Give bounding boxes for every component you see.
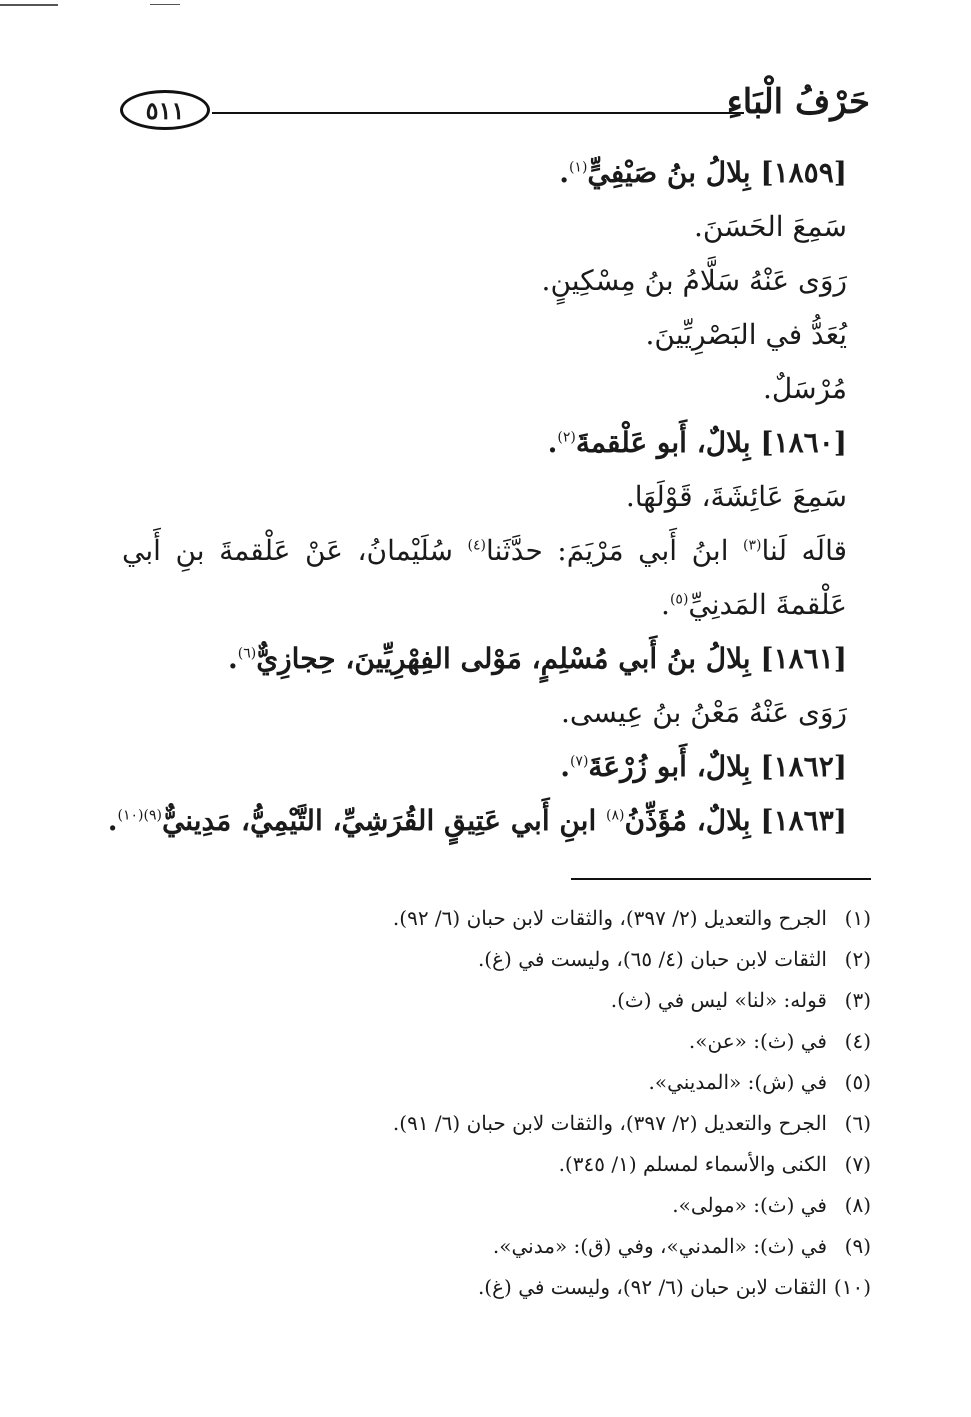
footnote-ref[interactable]: (٩) bbox=[143, 807, 162, 824]
footnote-ref[interactable]: (٤) bbox=[467, 537, 486, 554]
main-text bbox=[107, 146, 847, 848]
isnad-part: سُلَيْمانُ، عَنْ عَلْقمةَ بنِ أَبي عَلْقمةَ المَدنِيِّ bbox=[122, 534, 847, 621]
footnote-item bbox=[311, 1226, 871, 1267]
footnote-number: (٦) bbox=[844, 1111, 871, 1135]
entry-end: . bbox=[559, 156, 569, 189]
footnote-item bbox=[311, 939, 871, 980]
footnote-item bbox=[311, 1062, 871, 1103]
entry-1859 bbox=[122, 146, 847, 200]
page-number: ٥١١ bbox=[145, 95, 185, 125]
entry-end: . bbox=[107, 804, 118, 837]
footnote-number: (٨) bbox=[844, 1193, 871, 1217]
footnote-text: الثقات لابن حبان (٦/ ٩٢)، وليست في (غ). bbox=[477, 1275, 827, 1299]
text-line: رَوَى عَنْهُ سَلَّامُ بنُ مِسْكِينٍ. bbox=[541, 264, 847, 297]
entry-number: [١٨٦١] bbox=[760, 642, 847, 675]
footnote-text: في (ث): «مولى». bbox=[672, 1193, 827, 1217]
footnote-text: في (ش): «المديني». bbox=[648, 1070, 827, 1094]
footnote-text: الجرح والتعديل (٢/ ٣٩٧)، والثقات لابن حبان (٦/ ٩٢). bbox=[392, 906, 827, 930]
footnote-ref[interactable]: (١) bbox=[568, 159, 588, 176]
section-title: حَرْفُ الْبَاءِ bbox=[726, 82, 870, 122]
footnote-text: الجرح والتعديل (٢/ ٣٩٧)، والثقات لابن حبان (٦/ ٩١). bbox=[392, 1111, 827, 1135]
footnote-text: الثقات لابن حبان (٤/ ٦٥)، وليست في (غ). bbox=[477, 947, 827, 971]
entry-number: [١٨٥٩] bbox=[760, 156, 847, 189]
entry-name: ابنِ أَبي عَتِيقٍ القُرَشِيِّ، التَّيْمِيُّ، مَدِينيٌّ bbox=[161, 804, 606, 837]
footnote-item bbox=[311, 1144, 871, 1185]
isnad-part: ابنُ أَبي مَرْيَمَ: حدَّثَنا bbox=[486, 534, 744, 567]
scan-corner-mark-left bbox=[0, 4, 58, 6]
entry-name: بِلالٌ، أَبو عَلْقمةَ bbox=[575, 426, 751, 459]
footnote-number: (٣) bbox=[844, 988, 871, 1012]
entry-1860 bbox=[122, 416, 847, 470]
entry-end: . bbox=[560, 750, 570, 783]
page-number-badge bbox=[120, 90, 210, 130]
header-rule bbox=[212, 112, 744, 114]
isnad-paragraph bbox=[122, 524, 847, 632]
footnote-item bbox=[311, 1021, 871, 1062]
footnote-number: (١) bbox=[844, 906, 871, 930]
footnote-ref[interactable]: (٦) bbox=[237, 645, 257, 662]
footnote-item bbox=[311, 1267, 871, 1308]
footnote-text: الكنى والأسماء لمسلم (١/ ٣٤٥). bbox=[558, 1152, 827, 1176]
footnote-ref[interactable]: (٨) bbox=[606, 807, 625, 824]
entry-number: [١٨٦٠] bbox=[760, 426, 847, 459]
footnote-ref[interactable]: (٧) bbox=[569, 753, 589, 770]
text-line: سَمِعَ الحَسَنَ. bbox=[693, 210, 847, 243]
footnote-ref[interactable]: (٥) bbox=[669, 591, 689, 608]
entry-number: [١٨٦٢] bbox=[760, 750, 847, 783]
entry-1862 bbox=[122, 740, 847, 794]
page-header bbox=[112, 78, 872, 138]
footnote-item bbox=[311, 1185, 871, 1226]
entry-1861 bbox=[122, 632, 847, 686]
footnote-separator bbox=[571, 878, 871, 880]
entry-name: بِلالٌ، مُؤَذِّنُ bbox=[624, 804, 751, 837]
footnote-number: (٢) bbox=[844, 947, 871, 971]
entry-end: . bbox=[547, 426, 558, 459]
footnotes bbox=[311, 898, 871, 1308]
entry-number: [١٨٦٣] bbox=[760, 804, 847, 837]
entry-1863 bbox=[107, 794, 847, 848]
entry-name: بِلالٌ، أَبو زُرْعَةَ bbox=[588, 750, 751, 783]
footnote-number: (١٠) bbox=[833, 1275, 871, 1299]
footnote-item bbox=[311, 1103, 871, 1144]
footnote-ref[interactable]: (٢) bbox=[557, 429, 576, 446]
footnote-number: (٩) bbox=[844, 1234, 871, 1258]
footnote-text: قوله: «لنا» ليس في (ث). bbox=[610, 988, 827, 1012]
footnote-ref[interactable]: (٣) bbox=[743, 537, 762, 554]
footnote-number: (٤) bbox=[844, 1029, 871, 1053]
footnote-item bbox=[311, 980, 871, 1021]
text-line: يُعَدُّ في البَصْرِيِّينَ. bbox=[645, 318, 847, 351]
entry-name: بِلالُ بنُ أَبي مُسْلِمٍ، مَوْلى الفِهْرِيِّينَ، حِجازِيٌّ bbox=[256, 642, 751, 675]
footnote-ref[interactable]: (١٠) bbox=[117, 807, 144, 824]
text-line: رَوَى عَنْهُ مَعْنُ بنُ عِيسى. bbox=[560, 696, 847, 729]
text-line: سَمِعَ عَائِشَةَ، قَوْلَهَا. bbox=[625, 480, 847, 513]
entry-name: بِلالُ بنُ صَيْفِيٍّ bbox=[587, 156, 751, 189]
scan-corner-mark-mid bbox=[150, 4, 180, 5]
footnote-number: (٥) bbox=[844, 1070, 871, 1094]
footnote-item bbox=[311, 898, 871, 939]
footnote-text: في (ث): «عن». bbox=[688, 1029, 827, 1053]
footnote-number: (٧) bbox=[844, 1152, 871, 1176]
isnad-part: قالَه لَنا bbox=[761, 534, 847, 567]
entry-end: . bbox=[228, 642, 238, 675]
isnad-end: . bbox=[661, 588, 670, 621]
text-line: مُرْسَلٌ. bbox=[762, 372, 847, 405]
footnote-text: في (ث): «المدني»، وفي (ق): «مدني». bbox=[492, 1234, 827, 1258]
